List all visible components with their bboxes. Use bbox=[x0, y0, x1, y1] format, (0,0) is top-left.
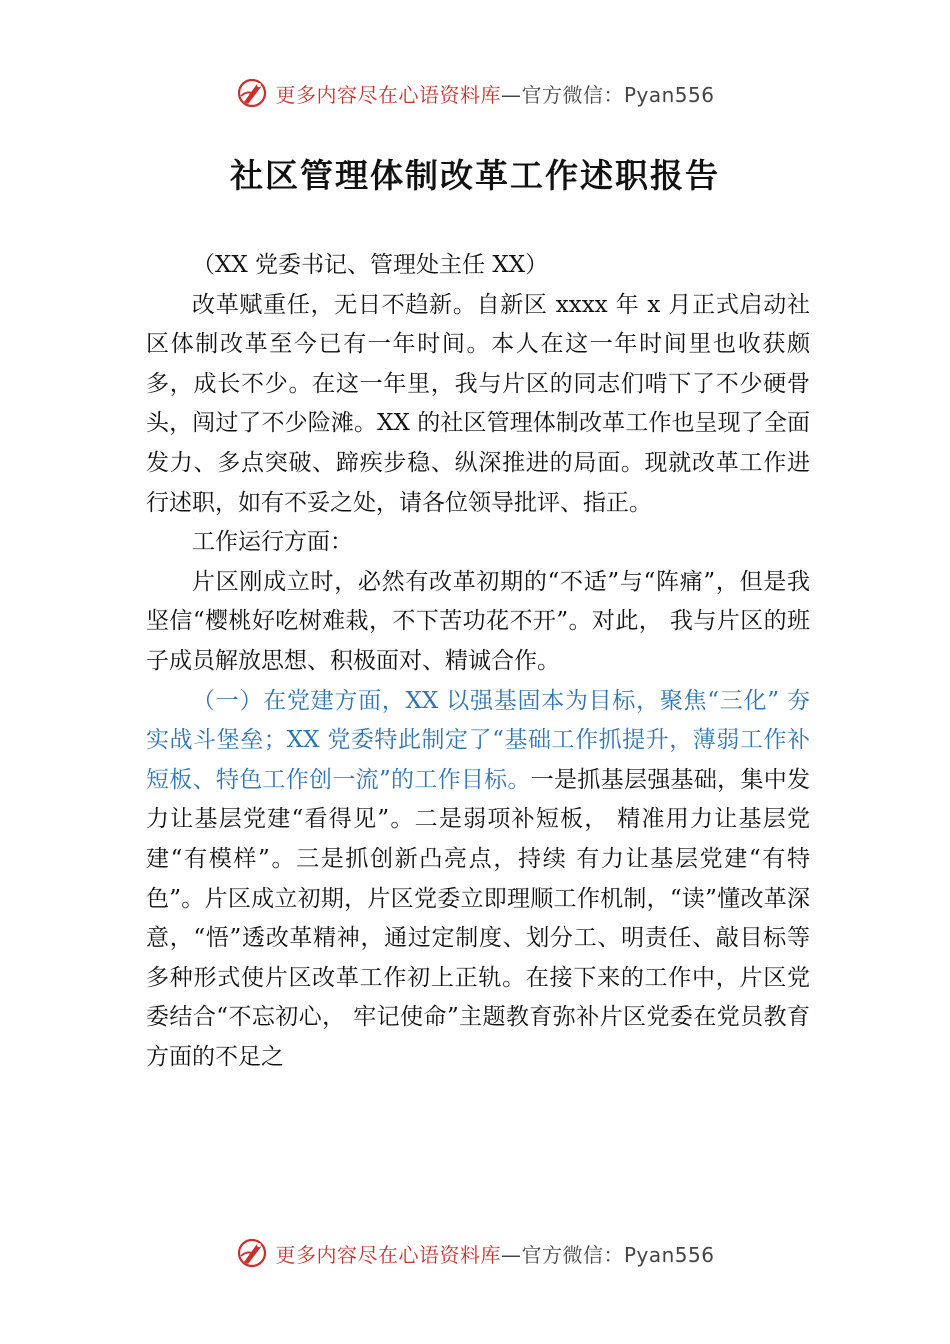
watermark-header bbox=[0, 73, 950, 113]
party-building-highlight: （一）在党建方面，XX 以强基固本为目标，聚焦“三化” 夯实战斗堡垒；XX 党委特此制定了“基础工作抓提升，薄弱工作补短板、特色工作创一流”的工作目标。 bbox=[146, 687, 810, 793]
pen-nib-logo-icon bbox=[235, 1236, 269, 1270]
watermark-text-contact: —官方微信：Pyan556 bbox=[500, 82, 715, 107]
watermark-text-red: 更多内容尽在心语资料库 bbox=[275, 82, 501, 107]
document-title: 社区管理体制改革工作述职报告 bbox=[230, 156, 720, 195]
paragraph-heading-operation: 工作运行方面： bbox=[192, 529, 353, 556]
party-building-text: 一是抓基层强基础，集中发力让基层党建“看得见”。二是弱项补短板， 精准用力让基层党建“有模样”。三是抓创新凸亮点，持续 有力让基层党建“有特色”。片区成立初期，片区党委立即理顺工作机制，“读”懂改革深意，“悟”透改革精神，通过定制度、划分工、明责任、敲目标等多种形式使片区改革工作初上正轨。在接下来的工作中，片区党委结合“不忘初心， 牢记使命”主题教育弥补片区党委在党员教育方面的不足之 bbox=[146, 766, 811, 1070]
watermark-footer bbox=[0, 1233, 950, 1273]
paragraph-establishment: 片区刚成立时，必然有改革初期的“不适”与“阵痛”，但是我坚信“樱桃好吃树难栽，不下苦功花不开”。对此， 我与片区的班子成员解放思想、积极面对、精诚合作。 bbox=[146, 568, 810, 674]
watermark-text-contact: —官方微信：Pyan556 bbox=[500, 1242, 715, 1267]
document-body bbox=[146, 246, 810, 1077]
byline: （XX 党委书记、管理处主任 XX） bbox=[192, 252, 549, 278]
pen-nib-logo-icon bbox=[235, 76, 269, 110]
watermark-text-red: 更多内容尽在心语资料库 bbox=[275, 1242, 501, 1267]
paragraph-intro: 改革赋重任，无日不趋新。自新区 xxxx 年 x 月正式启动社区体制改革至今已有一年时间。本人在这一年时间里也收获颇多，成长不少。在这一年里，我与片区的同志们啃下了不少硬骨头，闯过了不少险滩。XX 的社区管理体制改革工作也呈现了全面发力、多点突破、蹄疾步稳、纵深推进的局面。现就改革工作进行述职，如有不妥之处，请各位领导批评、指正。 bbox=[146, 291, 810, 516]
paragraph-party-building bbox=[146, 682, 810, 1078]
